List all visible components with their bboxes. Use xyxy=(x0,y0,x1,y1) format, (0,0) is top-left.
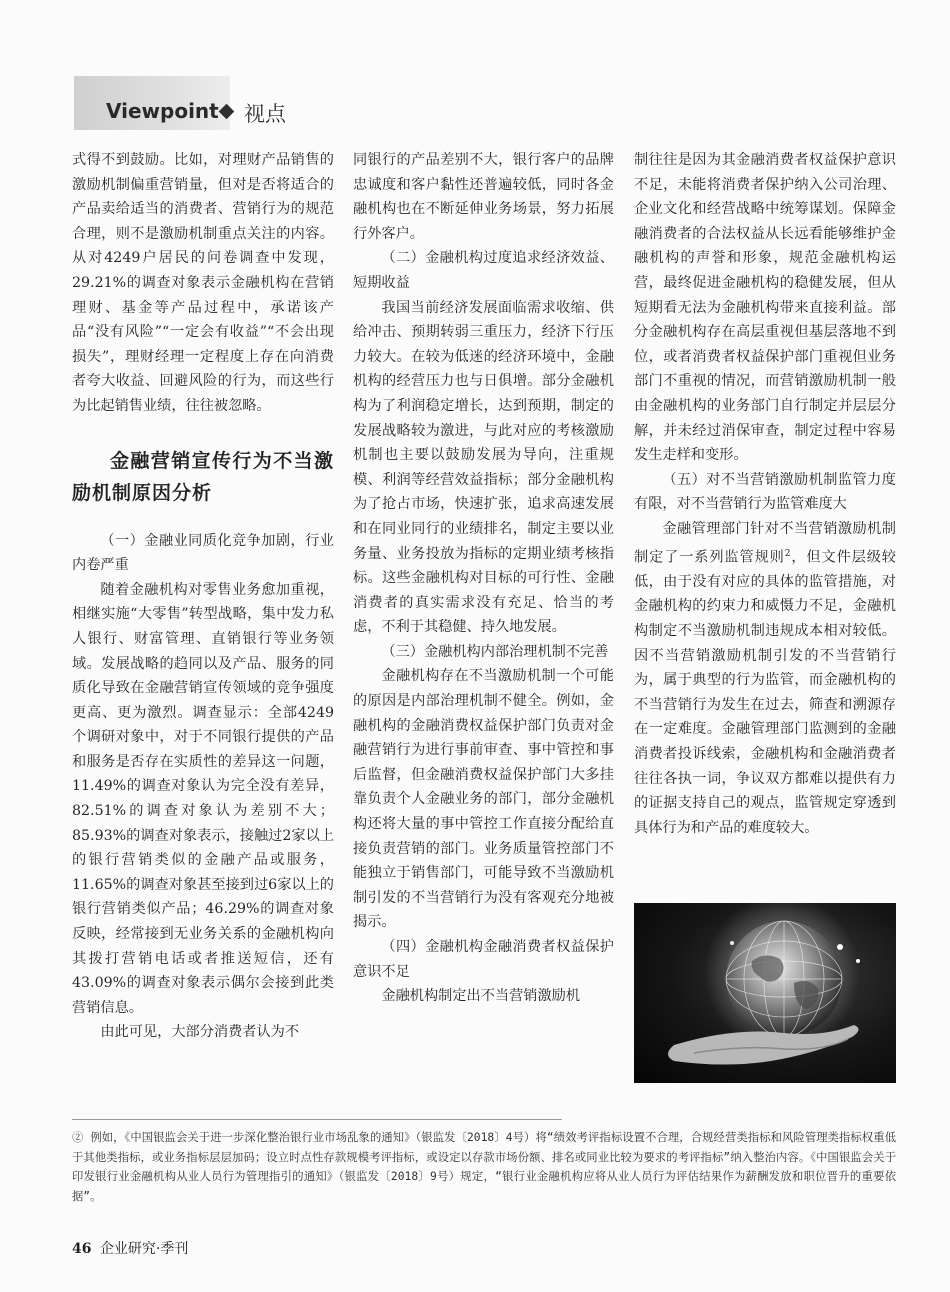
paragraph: 随着金融机构对零售业务愈加重视，相继实施“大零售”转型战略，集中发力私人银行、财富管理、直销银行等业务领域。发展战略的趋同以及产品、服务的同质化导致在金融营销宣传领域的竞争强度更高、更为激烈。调查显示：全部4249个调研对象中，对于不同银行提供的产品和服务是否存在实质性的差异这一问题，11.49%的调查对象认为完全没有差异，82.51%的调查对象认为差别不大；85.93%的调查对象表示，接触过2家以上的银行营销类似的金融产品或服务，11.65%的调查对象甚至接到过6家以上的银行营销类似产品；46.29%的调查对象反映，经常接到无业务关系的金融机构向其拨打营销电话或者推送短信，还有43.09%的调查对象表示偶尔会接到此类营销信息。 xyxy=(72,581,334,1016)
globe-illustration xyxy=(634,903,896,1083)
subheading: （二）金融机构过度追求经济效益、短期收益 xyxy=(353,250,614,291)
subheading: （三）金融机构内部治理机制不完善 xyxy=(381,643,609,660)
journal-name: 企业研究·季刊 xyxy=(99,1241,189,1257)
paragraph: 由此可见，大部分消费者认为不 xyxy=(100,1024,300,1041)
paragraph: 金融机构存在不当激励机制一个可能的原因是内部治理机制不健全。例如，金融机构的金融消费权益保护部门负责对金融营销行为进行事前审查、事中管控和事后监督，但金融消费权益保护部门大多挂靠负责个人金融业务的部门，部分金融机构还将大量的事中管控工作直接分配给直接负责营销的部门。业务质量管控部门不能独立于销售部门，可能导致不当激励机制引发的不当营销行为没有客观充分地被揭示。 xyxy=(353,668,614,931)
globe-in-hand-photo xyxy=(634,903,896,1083)
paragraph: 制往往是因为其金融消费者权益保护意识不足，未能将消费者保护纳入公司治理、企业文化和经营战略中统筹谋划。保障金融消费者的合法权益从长远看能够维护金融机构的声誉和形象，规范金融机构运营，最终促进金融机构的稳健发展，但从短期看无法为金融机构带来直接利益。部分金融机构存在高层重视但基层落地不到位，或者消费者权益保护部门重视但业务部门不重视的情况，而营销激励机制一般由金融机构的业务部门自行制定并层层分解，并未经过消保审查，制定过程中容易发生走样和变形。 xyxy=(634,152,896,464)
footnote: ② 例如，《中国银监会关于进一步深化整治银行业市场乱象的通知》（银监发〔2018〕4号）将“绩效考评指标设置不合理，合规经营类指标和风险管理类指标权重低于其他类指标，或业务指标层层加码；设立时点性存款规模考评指标，或设定以存款市场份额、排名或同业比较为要求的考评指标”纳入整治内容。《中国银监会关于印发银行业金融机构从业人员行为管理指引的通知》（银监发〔2018〕9号）规定，“银行业金融机构应将从业人员行为评估结果作为薪酬发放和职位晋升的重要依据”。 xyxy=(72,1131,896,1203)
subheading: （五）对不当营销激励机制监管力度有限，对不当营销行为监管难度大 xyxy=(634,471,896,513)
page-number: 46 xyxy=(72,1241,92,1257)
section-label-english: Viewpoint xyxy=(106,99,219,123)
column-right xyxy=(634,148,896,840)
section-label-chinese: 视点 xyxy=(244,102,286,126)
paragraph: 我国当前经济发展面临需求收缩、供给冲击、预期转弱三重压力，经济下行压力较大。在较为低迷的经济环境中，金融机构的经营压力也与日俱增。部分金融机构为了利润稳定增长，达到预期，制定的发展战略较为激进，与此对应的考核激励机制也主要以鼓励发展为导向，注重规模、利润等经营效益指标；部分金融机构为了抢占市场，快速扩张，追求高速发展和在同业同行的业绩排名，制定主要以业务量、业务投放为指标的定期业绩考核指标。这些金融机构对目标的可行性、金融消费者的真实需求没有充足、恰当的考虑，不利于其稳健、持久地发展。 xyxy=(353,299,614,636)
paragraph: 同银行的产品差别不大，银行客户的品牌忠诚度和客户黏性还普遍较低，同时各金融机构也在不断延伸业务场景，努力拓展行外客户。 xyxy=(353,152,614,242)
paragraph: 式得不到鼓励。比如，对理财产品销售的激励机制偏重营销量，但对是否将适合的产品卖给适当的消费者、营销行为的规范合理，则不是激励机制重点关注的内容。从对4249户居民的问卷调查中发现，29.21%的调查对象表示金融机构在营销理财、基金等产品过程中，承诺该产品“没有风险”“一定会有收益”“不会出现损失”，理财经理一定程度上存在向消费者夸大收益、回避风险的行为，而这些行为比起销售业绩，往往被忽略。 xyxy=(72,152,334,414)
paragraph-text: 金融管理部门针对不当营销激励机制制定了一系列监管规则 xyxy=(634,520,896,566)
subheading: （一）金融业同质化竞争加剧，行业内卷严重 xyxy=(72,532,334,574)
section-title: 金融营销宣传行为不当激励机制原因分析 xyxy=(72,449,334,504)
paragraph xyxy=(634,517,896,840)
column-middle xyxy=(353,148,614,1009)
column-left xyxy=(72,148,334,1045)
paragraph: 金融机构制定出不当营销激励机 xyxy=(381,988,581,1005)
footnote-divider xyxy=(72,1119,562,1120)
footnote-marker: 2 xyxy=(784,548,791,559)
paragraph-text: ，但文件层级较低，由于没有对应的具体的监管措施，对金融机构的约束力和威慑力不足，金融机构制定不当激励机制违规成本相对较低。因不当营销激励机制引发的不当营销行为，属于典型的行为监管，而金融机构的不当营销行为发生在过去，筛查和溯源存在一定难度。金融管理部门监测到的金融消费者投诉线索，金融机构和金融消费者往往各执一词，争议双方都难以提供有力的证据支持自己的观点，监管规定穿透到具体行为和产品的难度较大。 xyxy=(634,549,896,836)
subheading: （四）金融机构金融消费者权益保护意识不足 xyxy=(353,939,614,980)
page-footer xyxy=(72,1238,188,1258)
